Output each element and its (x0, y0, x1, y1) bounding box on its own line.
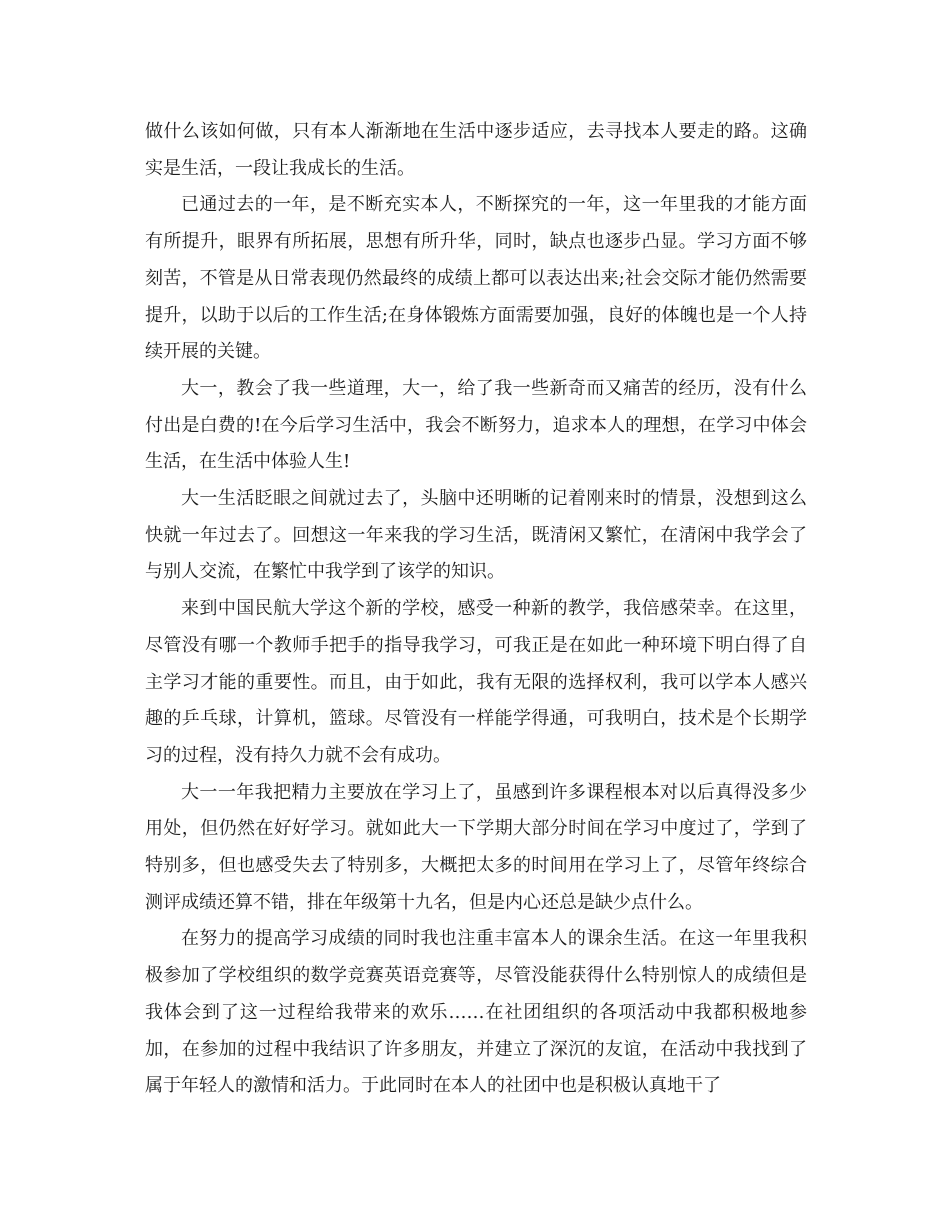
paragraph-2: 已通过去的一年，是不断充实本人，不断探究的一年，这一年里我的才能方面有所提升，眼界有所拓展，思想有所升华，同时，缺点也逐步凸显。学习方面不够刻苦，不管是从日常表现仍然最终的成绩上都可以表达出来;社会交际才能仍然需要提升，以助于以后的工作生活;在身体锻炼方面需要加强，良好的体魄也是一个人持续开展的关键。 (145, 194, 807, 363)
paragraph-7: 在努力的提高学习成绩的同时我也注重丰富本人的课余生活。在这一年里我积极参加了学校组织的数学竞赛英语竞赛等，尽管没能获得什么特别惊人的成绩但是我体会到了这一过程给我带来的欢乐……在社团组织的各项活动中我都积极地参加，在参加的过程中我结识了许多朋友，并建立了深沉的友谊，在活动中我找到了属于年轻人的激情和活力。于此同时在本人的社团中也是积极认真地干了 (145, 928, 807, 1097)
paragraph-6: 大一一年我把精力主要放在学习上了，虽感到许多课程根本对以后真得没多少用处，但仍然在好好学习。就如此大一下学期大部分时间在学习中度过了，学到了特别多，但也感受失去了特别多，大概把太多的时间用在学习上了，尽管年终综合测评成绩还算不错，排在年级第十九名，但是内心还总是缺少点什么。 (145, 781, 807, 913)
paragraph-4: 大一生活眨眼之间就过去了，头脑中还明晰的记着刚来时的情景，没想到这么快就一年过去了。回想这一年来我的学习生活，既清闲又繁忙，在清闲中我学会了与别人交流，在繁忙中我学到了该学的知识。 (145, 488, 807, 583)
document-body (145, 114, 807, 1105)
paragraph-1: 做什么该如何做，只有本人渐渐地在生活中逐步适应，去寻找本人要走的路。这确实是生活，一段让我成长的生活。 (145, 121, 807, 179)
paragraph-5: 来到中国民航大学这个新的学校，感受一种新的教学，我倍感荣幸。在这里，尽管没有哪一个教师手把手的指导我学习，可我正是在如此一种环境下明白得了自主学习才能的重要性。而且，由于如此，我有无限的选择权利，我可以学本人感兴趣的乒乓球，计算机，篮球。尽管没有一样能学得通，可我明白，技术是个长期学习的过程，没有持久力就不会有成功。 (145, 598, 807, 766)
paragraph-3: 大一，教会了我一些道理，大一，给了我一些新奇而又痛苦的经历，没有什么付出是白费的!在今后学习生活中，我会不断努力，追求本人的理想，在学习中体会生活，在生活中体验人生! (145, 377, 807, 473)
